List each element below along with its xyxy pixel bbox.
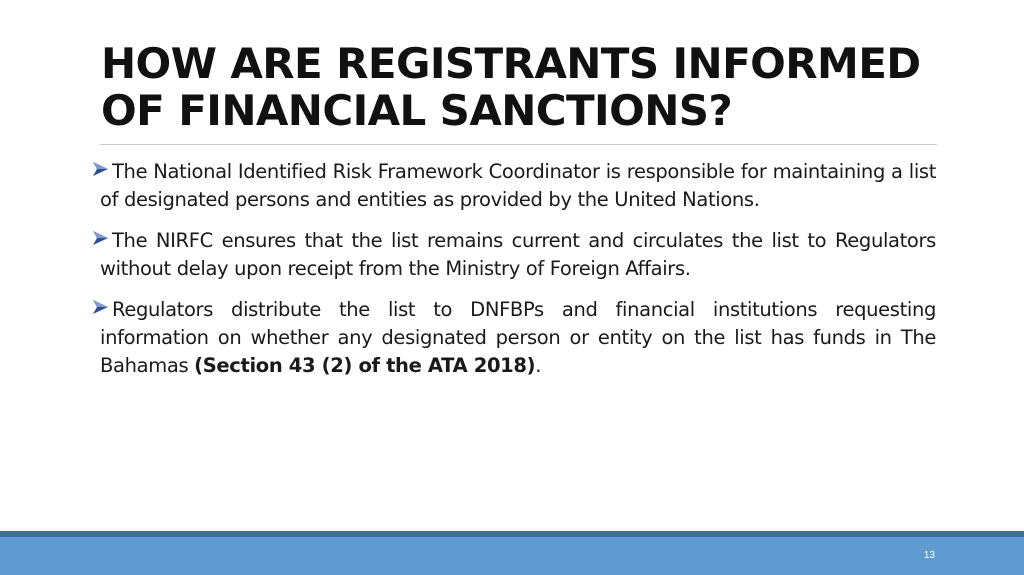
bullet-tail: . xyxy=(535,354,542,377)
section-reference: (Section 43 (2) of the ATA 2018) xyxy=(194,354,536,377)
bullet-item-1 xyxy=(100,158,936,214)
bullet-list xyxy=(100,158,936,393)
bullet-item-3 xyxy=(100,296,936,380)
bullet-text: Regulators distribute the list to DNFBPs and financial institutions requesting information on whether any designated person or entity on the list has funds in The Bahamas xyxy=(100,298,936,377)
page-number: 13 xyxy=(923,550,935,561)
bullet-text: The National Identified Risk Framework Coordinator is responsible for maintaining a list of designated persons and entities as provided by the United Nations. xyxy=(100,160,936,211)
bullet-item-2 xyxy=(100,227,936,283)
bullet-text: The NIRFC ensures that the list remains current and circulates the list to Regulators without delay upon receipt from the Ministry of Foreign Affairs. xyxy=(100,229,936,280)
arrow-bullet-icon xyxy=(91,228,111,248)
slide-title: HOW ARE REGISTRANTS INFORMED OF FINANCIAL SANCTIONS? xyxy=(101,39,921,135)
arrow-bullet-icon xyxy=(91,159,111,179)
arrow-bullet-icon xyxy=(91,297,111,317)
footer-band xyxy=(0,537,1024,575)
title-divider xyxy=(100,144,937,145)
